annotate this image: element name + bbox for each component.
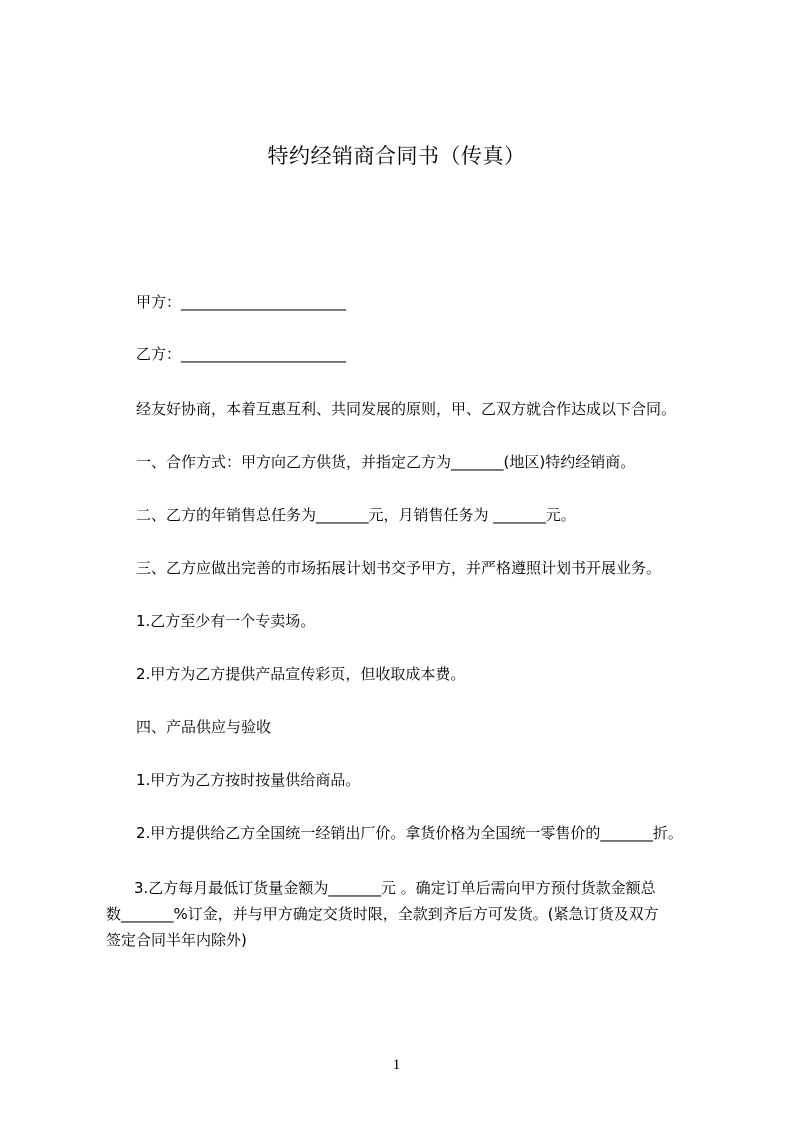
clause-4-heading: 四、产品供应与验收 [136,718,272,736]
clause-4-item-3-continued [106,901,659,953]
party-a-line: 甲方：______________________ [136,293,347,311]
clause-3-item-2: 2.甲方为乙方提供产品宣传彩页，但收取成本费。 [136,665,466,683]
clause-4-item-3-line-1: 3.乙方每月最低订货量金额为_______元 。确定订单后需向甲方预付货款金额总 [134,879,656,897]
clause-1: 一、合作方式：甲方向乙方供货，并指定乙方为_______(地区)特约经销商。 [136,453,636,471]
intro-paragraph: 经友好协商，本着互惠互利、共同发展的原则，甲、乙双方就合作达成以下合同。 [136,400,677,418]
clause-4-item-1: 1.甲方为乙方按时按量供给商品。 [136,771,361,789]
clause-3: 三、乙方应做出完善的市场拓展计划书交予甲方，并严格遵照计划书开展业务。 [136,559,662,577]
clause-2: 二、乙方的年销售总任务为_______元，月销售任务为 _______元。 [136,506,576,524]
clause-4-item-3-line-2: 数_______%订金，并与甲方确定交货时限，全款到齐后方可发货。(紧急订货及双方 [106,905,659,923]
page-number: 1 [392,1057,401,1073]
clause-4-item-3 [134,875,656,901]
clause-4-item-2: 2.甲方提供给乙方全国统一经销出厂价。拿货价格为全国统一零售价的_______折。 [136,824,683,842]
document-title: 特约经销商合同书（传真） [267,144,526,168]
party-b-line: 乙方：______________________ [136,345,347,363]
clause-4-item-3-line-3: 签定合同半年内除外) [106,931,247,949]
clause-3-item-1: 1.乙方至少有一个专卖场。 [136,612,316,630]
